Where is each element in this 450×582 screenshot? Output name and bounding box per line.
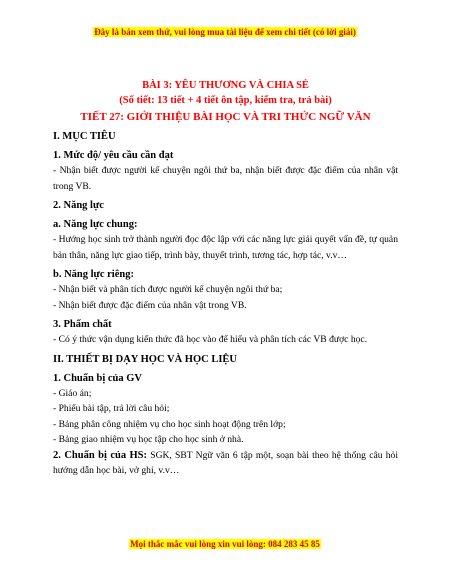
section-heading: 1. Chuẩn bị của GV (53, 372, 142, 384)
lesson-period-count: (Số tiết: 13 tiết + 4 tiết ôn tập, kiểm tra, trả bài) (119, 95, 332, 106)
section-heading: II. THIẾT BỊ DẠY HỌC VÀ HỌC LIỆU (53, 353, 237, 365)
lesson-title: BÀI 3: YÊU THƯƠNG VÀ CHIA SẺ (142, 80, 309, 91)
paragraph: - Nhận biết được đặc điểm của nhân vật trong VB. (53, 299, 247, 311)
paragraph: - Giáo án; (53, 387, 92, 399)
paragraph: - Bảng giao nhiệm vụ học tập cho học sinh ở nhà. (53, 434, 244, 445)
preview-notice-banner (0, 27, 450, 37)
section-heading: 1. Mức độ/ yêu cầu cần đạt (53, 150, 174, 161)
lesson-plan-content (53, 129, 398, 479)
section-heading: 2. Năng lực (53, 200, 104, 211)
contact-banner (0, 539, 450, 549)
paragraph: - Hướng học sinh trở thành người đọc độc lập với các năng lực giải quyết vấn đề, tự quản bản thân, năng lực giao tiếp, trình bày, thuyết trình, tương tác, hợp tác, v.v… (53, 234, 398, 261)
section-heading: 3. Phẩm chất (53, 319, 112, 330)
preview-notice-text: Đây là bản xem thử, vui lòng mua tài liệu để xem chi tiết (có lời giải) (94, 27, 356, 37)
section-heading-inline: 2. Chuẩn bị của HS: (53, 449, 148, 461)
paragraph: - Nhận biết được người kể chuyện ngôi thứ ba, nhận biết được đặc điểm của nhân vật trong VB. (53, 165, 398, 192)
section-heading: I. MỤC TIÊU (53, 131, 116, 142)
period-title: TIẾT 27: GIỚI THIỆU BÀI HỌC VÀ TRI THỨC NGỮ VĂN (80, 111, 371, 123)
paragraph (53, 448, 398, 479)
paragraph: - Bảng phân công nhiệm vụ cho học sinh hoạt động trên lớp; (53, 418, 286, 430)
section-heading: a. Năng lực chung: (53, 219, 138, 230)
contact-text: Mọi thắc mắc vui lòng xin vui lòng: 084 283 45 85 (130, 539, 320, 549)
document-body (53, 78, 398, 479)
paragraph: - Nhận biết và phân tích được người kể chuyện ngôi thứ ba; (53, 284, 283, 295)
section-heading: b. Năng lực riêng: (53, 269, 134, 280)
paragraph: - Có ý thức vận dụng kiến thức đã học vào để hiểu và phân tích các VB được học. (53, 334, 368, 345)
paragraph: - Phiếu bài tập, trả lời câu hỏi; (53, 403, 170, 414)
paragraph-text: SGK, SBT Ngữ văn 6 tập một, soạn bài theo hệ thống câu hỏi hướng dẫn học bài, vở ghi, v.v… (53, 449, 398, 476)
